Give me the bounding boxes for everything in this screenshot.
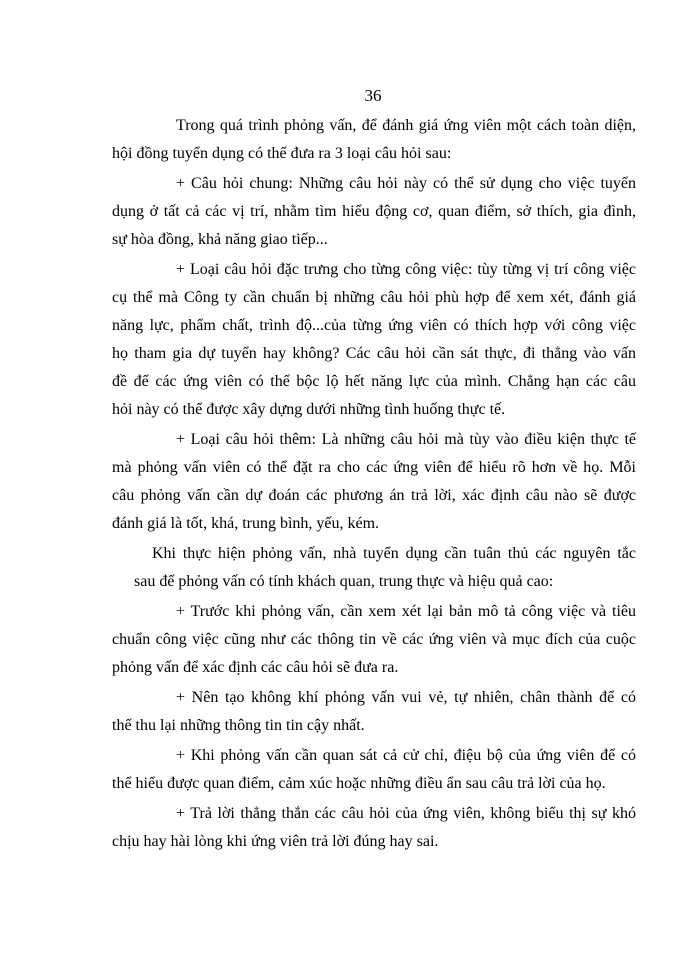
text-line: + Loại câu hỏi thêm: Là những câu hỏi mà tùy vào điều kiện thực tế (176, 431, 636, 448)
text-line: dụng ở tất cả các vị trí, nhằm tìm hiểu động cơ, quan điểm, sở thích, gia đình, (112, 203, 636, 220)
text-line: cụ thể mà Công ty cần chuẩn bị những câu hỏi phù hợp để xem xét, đánh giá (112, 289, 636, 306)
text-line: thể thu lại những thông tin tin cậy nhất. (112, 717, 365, 734)
text-line: + Trước khi phỏng vấn, cần xem xét lại bản mô tả công việc và tiêu (176, 603, 636, 620)
text-line: + Nên tạo không khí phỏng vấn vui vẻ, tự nhiên, chân thành để có (176, 689, 636, 706)
text-line: + Loại câu hỏi đặc trưng cho từng công việc: tùy từng vị trí công việc (176, 261, 636, 278)
text-line: Khi thực hiện phỏng vấn, nhà tuyển dụng cần tuân thủ các nguyên tắc (152, 545, 636, 562)
body-text (112, 112, 636, 856)
text-line: thể hiểu được quan điểm, cảm xúc hoặc những điều ẩn sau câu trả lời của họ. (112, 775, 606, 792)
paragraph-principle-observe (112, 742, 636, 798)
text-line: năng lực, phẩm chất, trình độ...của từng ứng viên có thích hợp với công việc (112, 317, 636, 334)
text-line: đề để các ứng viên có thể bộc lộ hết năng lực của mình. Chẳng hạn các câu (112, 373, 636, 390)
text-line: hỏi này có thể được xây dựng dưới những tình huống thực tế. (112, 401, 506, 418)
paragraph-principle-prepare (112, 598, 636, 682)
paragraph-specific-questions (112, 256, 636, 424)
paragraph-additional-questions (112, 426, 636, 538)
text-line: hội đồng tuyển dụng có thể đưa ra 3 loại câu hỏi sau: (112, 145, 452, 162)
text-line: chuẩn công việc cũng như các thông tin về các ứng viên và mục đích của cuộc (112, 631, 636, 648)
paragraph-intro (112, 112, 636, 168)
text-line: chịu hay hài lòng khi ứng viên trả lời đúng hay sai. (112, 833, 439, 850)
text-line: Trong quá trình phỏng vấn, để đánh giá ứng viên một cách toàn diện, (176, 117, 636, 134)
paragraph-principle-answer (112, 800, 636, 856)
text-line: + Khi phỏng vấn cần quan sát cả cử chỉ, điệu bộ của ứng viên để có (176, 747, 636, 764)
paragraph-principles-intro (112, 540, 636, 596)
text-line: câu phỏng vấn cần dự đoán các phương án trả lời, xác định câu nào sẽ được (112, 487, 636, 504)
paragraph-principle-atmosphere (112, 684, 636, 740)
paragraph-general-questions (112, 170, 636, 254)
text-line: họ tham gia dự tuyển hay không? Các câu hỏi cần sát thực, đi thẳng vào vấn (112, 345, 636, 362)
text-line: sự hòa đồng, khả năng giao tiếp... (112, 231, 328, 248)
text-line: mà phỏng vấn viên có thể đặt ra cho các ứng viên để hiểu rõ hơn về họ. Mỗi (112, 459, 636, 476)
text-line: + Trả lời thẳng thắn các câu hỏi của ứng viên, không biểu thị sự khó (176, 805, 636, 822)
text-line: đánh giá là tốt, khá, trung bình, yếu, kém. (112, 515, 380, 532)
text-line: phỏng vấn để xác định các câu hỏi sẽ đưa ra. (112, 659, 399, 676)
text-line: sau để phỏng vấn có tính khách quan, trung thực và hiệu quả cao: (134, 573, 554, 590)
text-line: + Câu hỏi chung: Những câu hỏi này có thể sử dụng cho việc tuyển (176, 175, 636, 192)
page-number: 36 (364, 86, 382, 105)
